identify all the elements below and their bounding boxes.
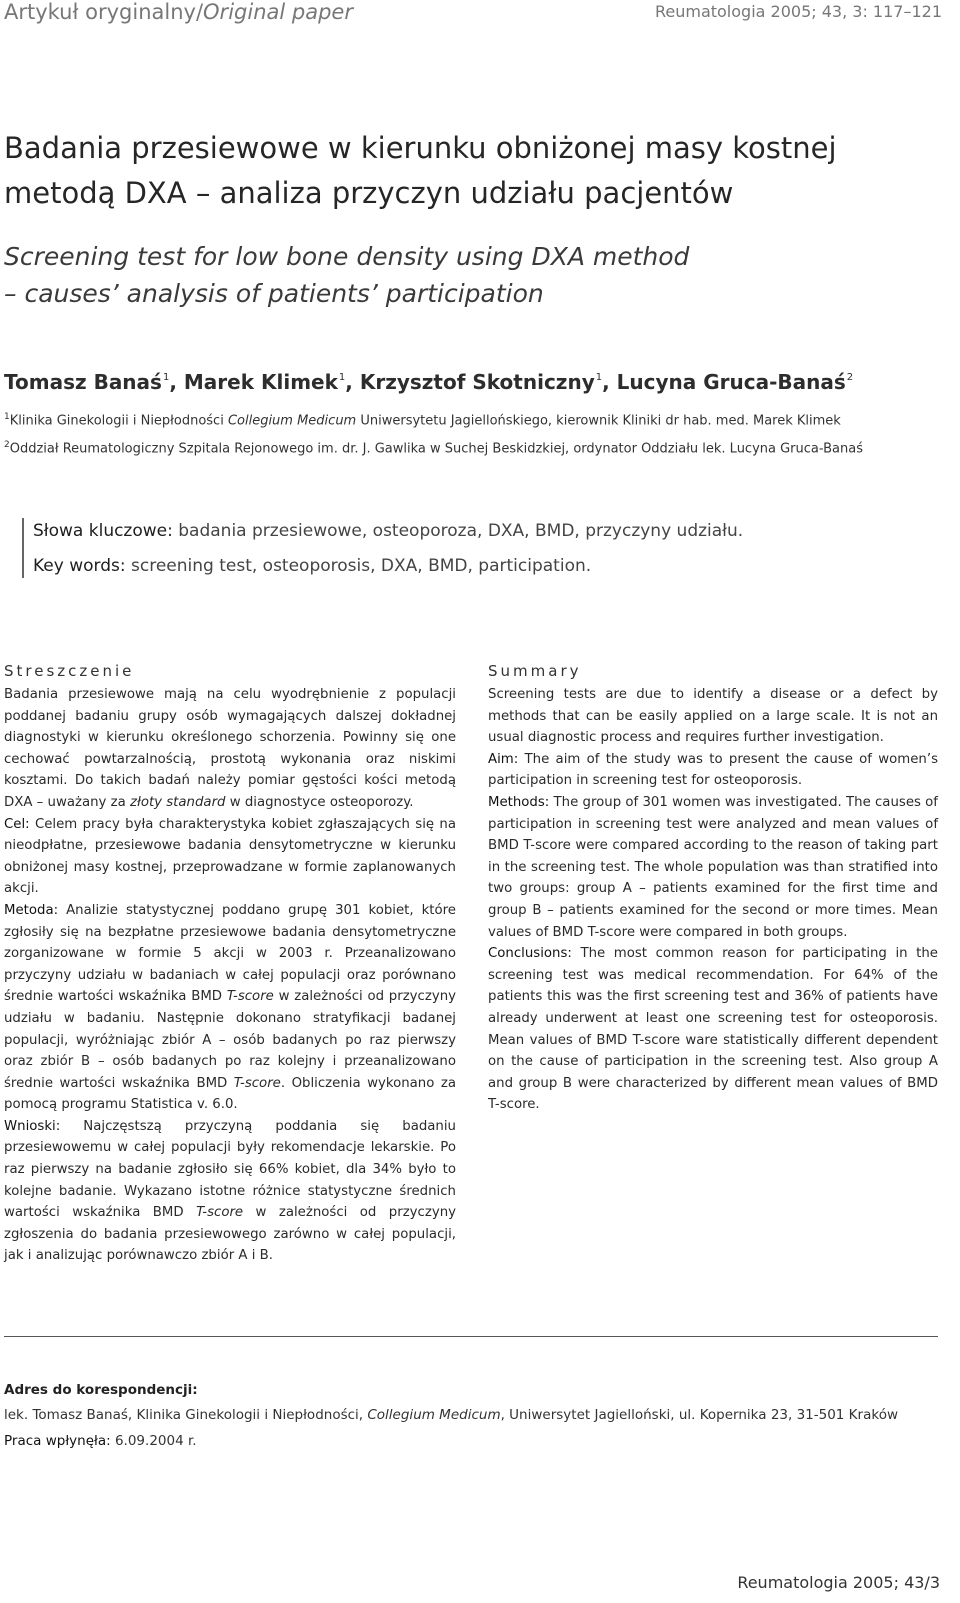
author-affiliation-mark: 2 xyxy=(846,372,854,383)
streszczenie-intro xyxy=(4,684,456,814)
author-name: Marek Klimek xyxy=(183,370,338,394)
paragraph-label: Metoda: xyxy=(4,902,59,918)
text-run: Analizie statystycznej poddano grupę 301 kobiet, które zgłosiły się na bezpłatne przesiewowe badania densytometryczne zorganizowane w formie 5 akcji w 2003 r. Przeanalizowano przyczyny udziału w badaniach w całej populacji oraz porównano średnie wartości wskaźnika BMD xyxy=(4,902,456,1005)
text-run: The most common reason for participating in the screening test was medical recommendation. For 64% of the patients this was the first screening test and 36% of patients have already underwent at least one screening test for osteoporosis. Mean values of BMD T-score ware statistically different dependent on the cause of participation in the screening test. Also group A and group B were characterized by different mean values of BMD T-score. xyxy=(488,946,938,1113)
received-date xyxy=(4,1433,197,1449)
received-value: 6.09.2004 r. xyxy=(110,1433,197,1449)
article-title: Badania przesiewowe w kierunku obniżonej masy kostnej metodą DXA – analiza przyczyn udziału pacjentów xyxy=(4,131,837,210)
affiliation-1 xyxy=(4,412,841,428)
affiliation-text: Uniwersytetu Jagiellońskiego, kierownik Kliniki dr hab. med. Marek Klimek xyxy=(356,413,841,429)
journal-section-label xyxy=(4,0,353,24)
text-run: lek. Tomasz Banaś, Klinika Ginekologii i Niepłodności, xyxy=(4,1407,368,1423)
text-run: The group of 301 women was investigated. The causes of participation in screening test were analyzed and mean values of BMD T-score were compared according to the reason of taking part in the screening test. The whole population was than stratified into two groups: group A – patients examined for the first time and group B – patients examined for the second or more times. Mean values of BMD T-score were compared in both groups. xyxy=(488,794,938,940)
text-run-italic: T-score xyxy=(233,1075,281,1091)
text-run-italic: T-score xyxy=(226,989,274,1005)
summary-methods xyxy=(488,792,938,943)
affiliation-number: 2 xyxy=(4,440,10,450)
text-run: Celem pracy była charakterystyka kobiet zgłaszających się na nieodpłatne, przesiewowe badania densytometryczne w kierunku obniżonej masy kostnej, przeprowadzane w formie zaplanowanych akcji. xyxy=(4,816,456,897)
subtitle-line-2: – causes’ analysis of patients’ participation xyxy=(4,279,544,308)
keywords-pl-label: Słowa kluczowe: xyxy=(33,521,173,541)
paragraph-label: Methods: xyxy=(488,794,550,810)
summary-aim xyxy=(488,749,938,792)
text-run: Badania przesiewowe mają na celu wyodrębnienie z populacji poddanej badaniu grupy osób wymagających dalszej dokładnej diagnostyki w kierunku określonego schorzenia. Powinny się one cechować powtarzalnością, prostotą wykonania oraz niskimi kosztami. Do takich badań należy pomiar gęstości kości metodą DXA – uważany za xyxy=(4,687,456,810)
keywords-en xyxy=(33,556,591,576)
correspondence-heading: Adres do korespondencji: xyxy=(4,1382,198,1398)
text-run: w diagnostyce osteoporozy. xyxy=(225,794,414,810)
streszczenie-cel xyxy=(4,814,456,900)
author-separator: , xyxy=(602,370,617,394)
streszczenie-wnioski xyxy=(4,1116,456,1267)
received-label: Praca wpłynęła: xyxy=(4,1433,111,1449)
subtitle-line-1: Screening test for low bone density using DXA method xyxy=(4,242,690,271)
author-separator: , xyxy=(345,370,360,394)
keywords-pl xyxy=(33,521,743,541)
summary-body xyxy=(488,684,938,1116)
streszczenie-metoda xyxy=(4,900,456,1116)
paragraph-label: Conclusions: xyxy=(488,946,572,962)
affiliation-2 xyxy=(4,440,863,456)
keywords-divider xyxy=(22,518,24,578)
author-affiliation-mark: 1 xyxy=(338,372,346,383)
affiliation-italic: Collegium Medicum xyxy=(227,413,357,429)
keywords-en-label: Key words: xyxy=(33,556,126,576)
text-run: . Obliczenia wykonano za pomocą programu Statistica v. 6.0. xyxy=(4,1075,456,1113)
section-label-en: Original paper xyxy=(203,0,353,24)
paragraph-label: Wnioski: xyxy=(4,1118,61,1134)
keywords-pl-text: badania przesiewowe, osteoporoza, DXA, BMD, przyczyny udziału. xyxy=(172,521,744,541)
author-separator: , xyxy=(169,370,184,394)
affiliation-text: Klinika Ginekologii i Niepłodności xyxy=(9,413,228,429)
author-name: Lucyna Gruca-Banaś xyxy=(616,370,846,394)
text-run: w zależności od przyczyny udziału w badaniu. Następnie dokonano stratyfikacji badanej populacji, wyróżniając zbiór A – osób badanych po raz pierwszy oraz zbiór B – osób badanych po raz kolejny i przeanalizowano średnie wartości wskaźnika BMD xyxy=(4,989,457,1091)
page-footer: Reumatologia 2005; 43/3 xyxy=(737,1573,940,1592)
summary-intro: Screening tests are due to identify a disease or a defect by methods that can be easily applied on a large scale. It is not an usual diagnostic process and requires further investigation. xyxy=(488,687,938,746)
text-run: Najczęstszą przyczyną poddania się badaniu przesiewowemu w całej populacji były rekomendacje lekarskie. Po raz pierwszy na badanie zgłosiło się 66% kobiet, dla 34% było to kolejne badanie. Wykazano istotne różnice statystyczne średnich wartości wskaźnika BMD xyxy=(4,1118,456,1221)
summary-conclusions xyxy=(488,943,938,1116)
author-affiliation-mark: 1 xyxy=(595,372,603,383)
author-name: Tomasz Banaś xyxy=(4,370,162,394)
paragraph-label: Aim: xyxy=(488,751,519,767)
text-run: The aim of the study was to present the cause of women’s participation in screening test for osteoporosis. xyxy=(488,751,938,789)
article-subtitle-en xyxy=(4,238,924,312)
affiliation-text: Oddział Reumatologiczny Szpitala Rejonowego im. dr. J. Gawlika w Suchej Beskidzkiej, ordynator Oddziału lek. Lucyna Gruca-Banaś xyxy=(9,441,863,457)
streszczenie-heading: Streszczenie xyxy=(4,662,135,680)
section-divider xyxy=(4,1336,938,1337)
summary-heading: Summary xyxy=(488,662,582,680)
author-affiliation-mark: 1 xyxy=(162,372,170,383)
streszczenie-body xyxy=(4,684,456,1267)
text-run-italic: Collegium Medicum xyxy=(367,1407,501,1423)
keywords-en-text: screening test, osteoporosis, DXA, BMD, participation. xyxy=(125,556,592,576)
text-run-italic: złoty standard xyxy=(130,794,226,810)
affiliation-number: 1 xyxy=(4,412,10,422)
text-run-italic: T-score xyxy=(196,1205,244,1221)
text-run: w zależności od przyczyny zgłoszenia do badania przesiewowego zarówno w całej populacji, jak i analizując porównawczo zbiór A i B. xyxy=(4,1205,457,1264)
author-list xyxy=(4,370,853,394)
paragraph-label: Cel: xyxy=(4,816,30,832)
correspondence-address xyxy=(4,1407,898,1423)
author-name: Krzysztof Skotniczny xyxy=(359,370,595,394)
journal-citation: Reumatologia 2005; 43, 3: 117–121 xyxy=(654,2,942,21)
section-label-pl: Artykuł oryginalny/ xyxy=(4,0,204,24)
text-run: , Uniwersytet Jagielloński, ul. Kopernika 23, 31-501 Kraków xyxy=(500,1407,898,1423)
